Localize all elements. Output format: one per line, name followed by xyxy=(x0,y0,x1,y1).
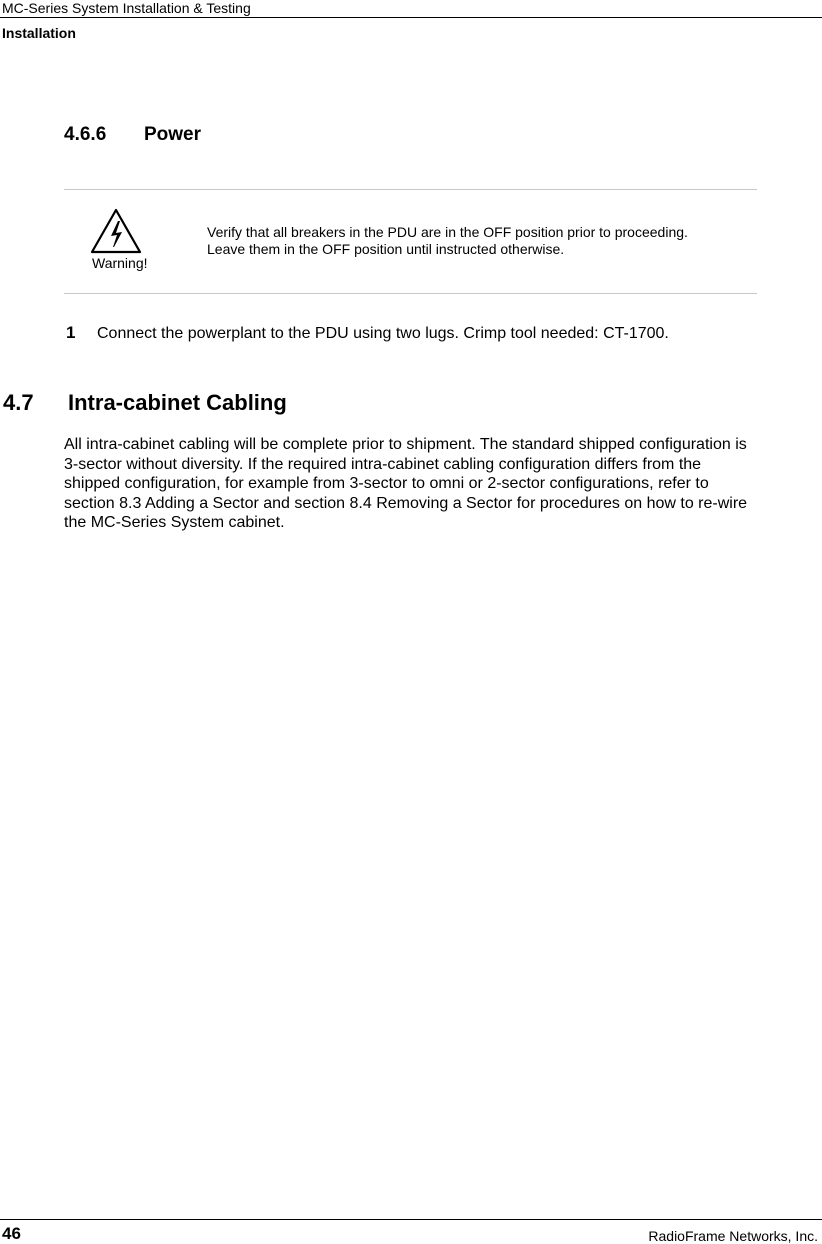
header-rule xyxy=(0,17,822,18)
document-title: MC-Series System Installation & Testing xyxy=(2,0,251,16)
paragraph-line: shipped configuration, for example from 3-sector to omni or 2-sector configurations, refer to xyxy=(64,475,709,492)
page-number: 46 xyxy=(2,1224,21,1243)
step-text: Connect the powerplant to the PDU using two lugs. Crimp tool needed: CT-1700. xyxy=(97,325,669,342)
paragraph-line: the MC-Series System cabinet. xyxy=(64,514,285,531)
footer-rule xyxy=(0,1219,822,1220)
section-title: Power xyxy=(144,124,202,145)
warning-line: Verify that all breakers in the PDU are in the OFF position prior to proceeding. xyxy=(207,224,688,240)
section-number: 4.6.6 xyxy=(64,124,107,145)
step-number: 1 xyxy=(66,323,76,342)
chapter-label: Installation xyxy=(2,25,76,41)
paragraph-line: section 8.3 Adding a Sector and section 8.4 Removing a Sector for procedures on how to re-wire xyxy=(64,494,748,512)
warning-text xyxy=(207,224,757,258)
paragraph-line: All intra-cabinet cabling will be complete prior to shipment. The standard shipped configuration is xyxy=(64,436,747,453)
warning-line: Leave them in the OFF position until instructed otherwise. xyxy=(207,241,565,257)
warning-top-rule xyxy=(64,189,757,190)
company-name: RadioFrame Networks, Inc. xyxy=(648,1228,818,1244)
paragraph-line: 3-sector without diversity. If the required intra-cabinet cabling configuration differs from the xyxy=(64,455,702,473)
body-paragraph xyxy=(64,435,822,533)
electrical-hazard-icon xyxy=(90,208,142,254)
warning-bottom-rule xyxy=(64,293,757,294)
warning-label: Warning! xyxy=(92,255,148,271)
section-heading-4-7 xyxy=(3,390,287,416)
section-number: 4.7 xyxy=(3,390,34,415)
section-title: Intra-cabinet Cabling xyxy=(68,390,287,415)
section-heading-4-6-6 xyxy=(64,124,201,146)
